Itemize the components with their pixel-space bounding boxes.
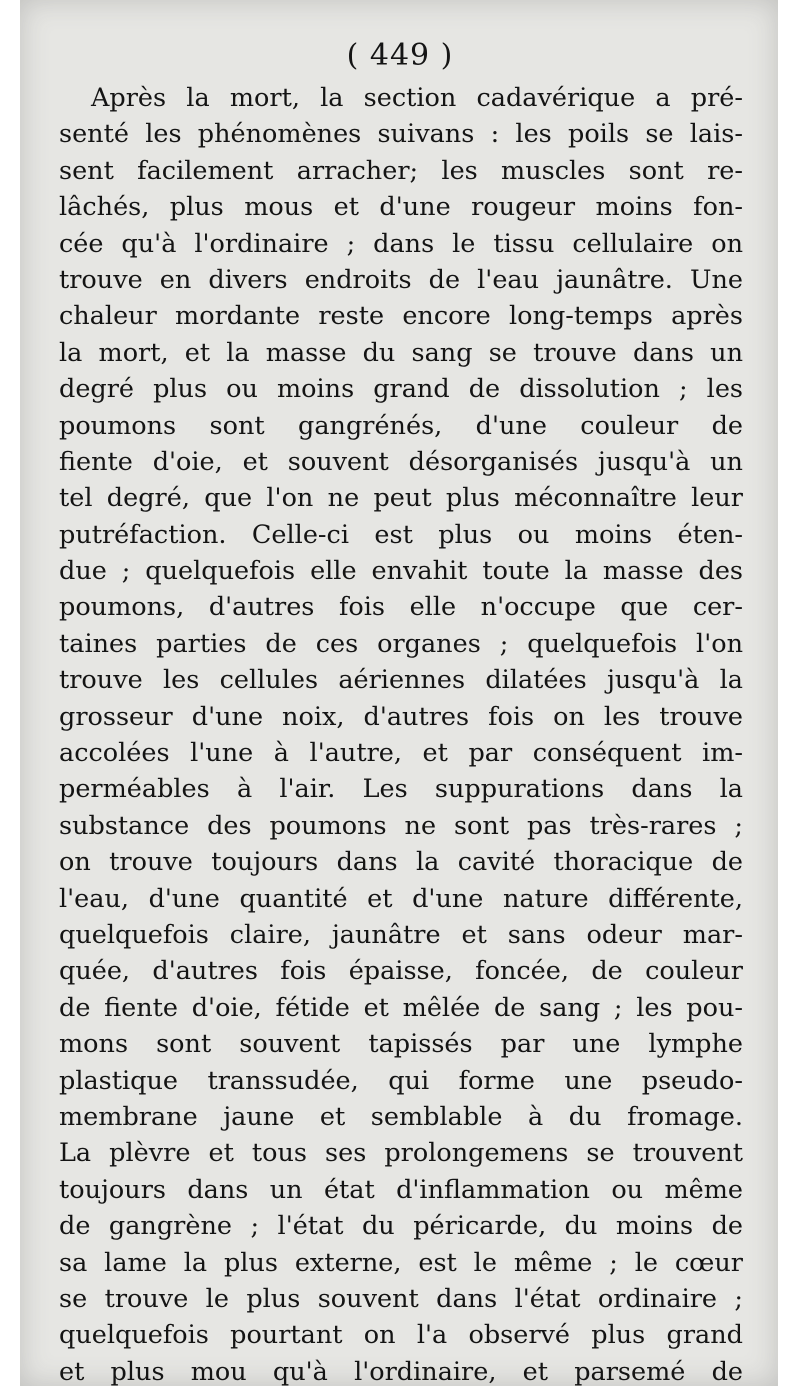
text-line: degré plus ou moins grand de dissolution ; les xyxy=(59,374,743,405)
text-line: perméables à l'air. Les suppurations dans la xyxy=(59,774,743,805)
text-line: trouve les cellules aériennes dilatées jusqu'à la xyxy=(59,665,743,696)
text-line: taines parties de ces organes ; quelquefois l'on xyxy=(59,628,743,659)
text-line: due ; quelquefois elle envahit toute la masse des xyxy=(59,556,743,587)
text-line: de fiente d'oie, fétide et mêlée de sang ; les pou- xyxy=(59,992,743,1023)
text-line: sent facilement arracher; les muscles sont re- xyxy=(59,155,743,186)
text-line: quée, d'autres fois épaisse, foncée, de couleur xyxy=(59,956,743,987)
text-line: se trouve le plus souvent dans l'état ordinaire ; xyxy=(59,1283,743,1314)
text-line: poumons sont gangrénés, d'une couleur de xyxy=(59,410,743,441)
text-line: quelquefois claire, jaunâtre et sans odeur mar- xyxy=(59,919,743,950)
text-line: putréfaction. Celle-ci est plus ou moins éten- xyxy=(59,519,743,550)
text-line: toujours dans un état d'inflammation ou même xyxy=(59,1174,743,1205)
text-line: cée qu'à l'ordinaire ; dans le tissu cellulaire on xyxy=(59,228,743,259)
text-line: fiente d'oie, et souvent désorganisés jusqu'à un xyxy=(59,446,743,477)
text-line: tel degré, que l'on ne peut plus méconnaître leur xyxy=(59,483,743,514)
text-line: plastique transsudée, qui forme une pseudo- xyxy=(59,1065,743,1096)
text-line: sa lame la plus externe, est le même ; le cœur xyxy=(59,1247,743,1278)
text-line: trouve en divers endroits de l'eau jaunâtre. Une xyxy=(59,264,743,295)
text-line: La plèvre et tous ses prolongemens se trouvent xyxy=(59,1138,743,1169)
text-line: de gangrène ; l'état du péricarde, du moins de xyxy=(59,1211,743,1242)
text-line: membrane jaune et semblable à du fromage. xyxy=(59,1101,743,1132)
text-line: substance des poumons ne sont pas très-rares ; xyxy=(59,810,743,841)
text-line: la mort, et la masse du sang se trouve dans un xyxy=(59,337,743,368)
text-line: accolées l'une à l'autre, et par conséquent im- xyxy=(59,738,743,769)
text-line: quelquefois pourtant on l'a observé plus grand xyxy=(59,1320,743,1351)
text-line: mons sont souvent tapissés par une lymphe xyxy=(59,1029,743,1060)
text-line: grosseur d'une noix, d'autres fois on les trouve xyxy=(59,701,743,732)
text-line: l'eau, d'une quantité et d'une nature différente, xyxy=(59,883,743,914)
text-line: Après la mort, la section cadavérique a pré- xyxy=(91,83,743,113)
body-text xyxy=(59,80,743,1390)
text-line: senté les phénomènes suivans : les poils se lais- xyxy=(59,119,743,150)
text-line: lâchés, plus mous et d'une rougeur moins fon- xyxy=(59,192,743,223)
text-line: et plus mou qu'à l'ordinaire, et parsemé de xyxy=(59,1356,743,1387)
page-edge xyxy=(778,0,800,1386)
page-number: ( 449 ) xyxy=(346,38,454,73)
text-line: chaleur mordante reste encore long-temps après xyxy=(59,301,743,332)
text-line: on trouve toujours dans la cavité thoracique de xyxy=(59,847,743,878)
text-line: poumons, d'autres fois elle n'occupe que cer- xyxy=(59,592,743,623)
